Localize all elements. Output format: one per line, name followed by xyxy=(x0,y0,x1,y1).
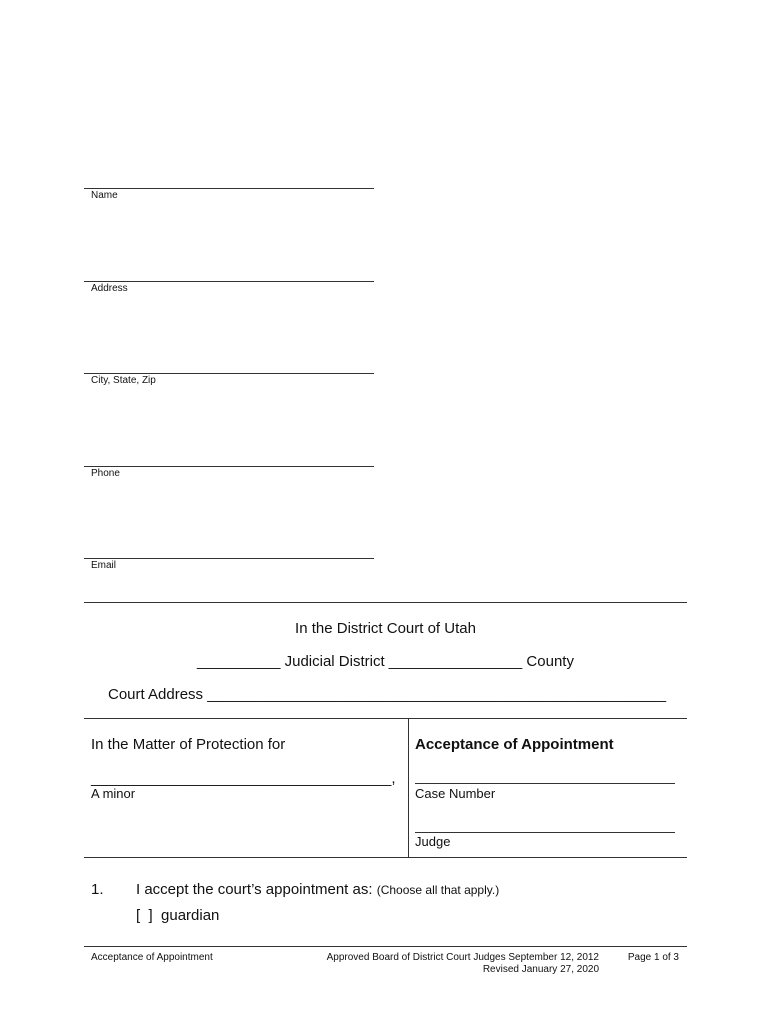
name-label: Name xyxy=(91,190,118,201)
minor-name-blank[interactable]: ____________________________________, xyxy=(91,770,396,787)
divider-top xyxy=(84,602,687,603)
phone-label: Phone xyxy=(91,468,120,479)
judicial-district-line[interactable]: __________ Judicial District ________________ County xyxy=(197,653,574,670)
email-label: Email xyxy=(91,560,117,571)
case-number-line[interactable] xyxy=(415,783,675,784)
guardian-checkbox[interactable]: [ ] guardian xyxy=(136,907,220,924)
city-state-zip-line[interactable] xyxy=(84,373,374,374)
caption-top-rule xyxy=(84,718,687,719)
address-line[interactable] xyxy=(84,281,374,282)
minor-label: A minor xyxy=(91,786,136,801)
email-line[interactable] xyxy=(84,558,374,559)
judge-line[interactable] xyxy=(415,832,675,833)
name-line[interactable] xyxy=(84,188,374,189)
matter-label: In the Matter of Protection for xyxy=(91,736,286,753)
phone-line[interactable] xyxy=(84,466,374,467)
case-number-label: Case Number xyxy=(415,786,496,801)
footer-rule xyxy=(84,946,687,947)
caption-divider xyxy=(408,718,409,857)
item-number: 1. xyxy=(91,881,104,898)
footer-revised: Revised January 27, 2020 xyxy=(482,964,599,975)
judge-label: Judge xyxy=(415,834,451,849)
document-title: Acceptance of Appointment xyxy=(415,736,614,753)
footer-approved: Approved Board of District Court Judges September 12, 2012 xyxy=(326,952,599,963)
court-title: In the District Court of Utah xyxy=(295,620,476,637)
address-label: Address xyxy=(91,283,128,294)
item-note: (Choose all that apply.) xyxy=(376,883,500,897)
footer-page-number: Page 1 of 3 xyxy=(627,952,679,963)
item-statement: I accept the court’s appointment as: xyxy=(136,881,373,898)
caption-bottom-rule xyxy=(84,857,687,858)
city-state-zip-label: City, State, Zip xyxy=(91,375,156,386)
item-text xyxy=(136,881,499,898)
court-address-line[interactable]: Court Address _______________________________________________________ xyxy=(108,686,667,703)
footer-form-title: Acceptance of Appointment xyxy=(91,952,213,963)
